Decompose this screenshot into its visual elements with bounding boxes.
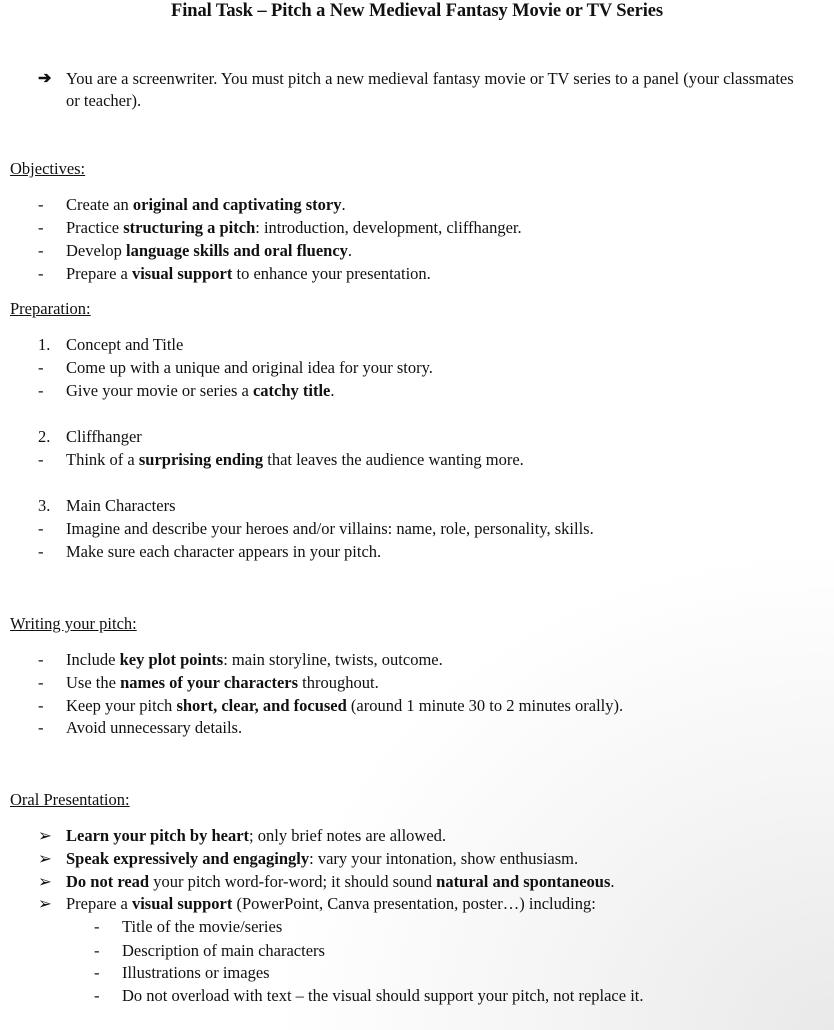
item-text: your pitch word-for-word; it should sound xyxy=(149,872,437,891)
item-text: : introduction, development, cliffhanger. xyxy=(255,218,522,237)
item-bold: original and captivating story xyxy=(132,195,342,214)
list-item xyxy=(66,240,352,262)
item-bold: visual support xyxy=(131,264,233,283)
document-title: Final Task – Pitch a New Medieval Fantasy Movie or TV Series xyxy=(171,1,663,21)
list-item xyxy=(66,825,446,847)
item-text: Include xyxy=(66,650,120,669)
arrowhead-bullet-icon: ➢ xyxy=(38,849,52,868)
dash-bullet: - xyxy=(38,519,44,538)
list-item xyxy=(66,649,443,671)
list-item xyxy=(66,893,596,915)
dash-bullet: - xyxy=(94,941,100,960)
list-item xyxy=(66,449,524,471)
dash-bullet: - xyxy=(38,241,44,260)
list-item: Avoid unnecessary details. xyxy=(66,718,243,737)
sub-list-item: Title of the movie/series xyxy=(122,917,283,936)
dash-bullet: - xyxy=(94,986,100,1005)
item-text: . xyxy=(610,872,615,891)
step-label: Main Characters xyxy=(66,496,176,515)
item-bold: surprising ending xyxy=(138,450,264,469)
item-text: Develop xyxy=(66,241,127,260)
item-bold: natural and spontaneous xyxy=(436,872,611,891)
dash-bullet: - xyxy=(38,718,44,737)
intro-paragraph xyxy=(38,68,798,112)
item-text: Give your movie or series a xyxy=(66,381,253,400)
item-bold: key plot points xyxy=(119,650,224,669)
list-item: Make sure each character appears in your pitch. xyxy=(66,542,382,561)
list-item xyxy=(66,263,431,285)
step-label: Concept and Title xyxy=(66,335,184,354)
item-text: Use the xyxy=(66,673,121,692)
item-text: Practice xyxy=(66,218,124,237)
item-text: to enhance your presentation. xyxy=(232,264,431,283)
sub-list-item: Do not overload with text – the visual should support your pitch, not replace it. xyxy=(122,986,644,1005)
item-bold: short, clear, and focused xyxy=(176,696,347,715)
dash-bullet: - xyxy=(38,264,44,283)
item-text: . xyxy=(347,241,353,260)
list-item xyxy=(66,871,615,893)
item-text: : main storyline, twists, outcome. xyxy=(223,650,443,669)
dash-bullet: - xyxy=(38,450,44,469)
item-text: Prepare a xyxy=(66,264,132,283)
item-text: throughout. xyxy=(298,673,379,692)
item-text: (around 1 minute 30 to 2 minutes orally). xyxy=(346,696,624,715)
arrowhead-bullet-icon: ➢ xyxy=(38,872,52,891)
item-text: Keep your pitch xyxy=(66,696,177,715)
step-label: Cliffhanger xyxy=(66,427,142,446)
list-item xyxy=(66,848,578,870)
item-bold: structuring a pitch xyxy=(123,218,256,237)
step-number: 2. xyxy=(38,427,51,446)
item-bold: visual support xyxy=(131,894,233,913)
item-bold: Speak expressively and engagingly xyxy=(66,849,310,868)
item-bold: catchy title xyxy=(252,381,331,400)
item-text: . xyxy=(330,381,335,400)
list-item: Come up with a unique and original idea for your story. xyxy=(66,358,433,377)
dash-bullet: - xyxy=(38,381,44,400)
intro-text: You are a screenwriter. You must pitch a new medieval fantasy movie or TV series to a panel (your classmates or teacher). xyxy=(66,69,794,110)
preparation-heading: Preparation: xyxy=(10,299,91,318)
item-text: . xyxy=(341,195,346,214)
objectives-heading: Objectives: xyxy=(10,159,86,178)
dash-bullet: - xyxy=(38,650,44,669)
list-item xyxy=(66,672,379,694)
item-bold: Do not read xyxy=(66,872,150,891)
item-bold: language skills and oral fluency xyxy=(126,241,348,260)
item-text: : vary your intonation, show enthusiasm. xyxy=(309,849,579,868)
sub-list-item: Illustrations or images xyxy=(122,963,270,982)
arrowhead-bullet-icon: ➢ xyxy=(38,826,52,845)
item-text: Prepare a xyxy=(66,894,132,913)
item-bold: names of your characters xyxy=(120,673,299,692)
list-item: Imagine and describe your heroes and/or villains: name, role, personality, skills. xyxy=(66,519,594,538)
oral-heading: Oral Presentation: xyxy=(10,790,130,809)
item-text: Think of a xyxy=(66,450,139,469)
dash-bullet: - xyxy=(38,195,44,214)
dash-bullet: - xyxy=(38,696,44,715)
item-text: (PowerPoint, Canva presentation, poster…) including: xyxy=(232,894,596,913)
item-bold: Learn your pitch by heart xyxy=(66,826,250,845)
dash-bullet: - xyxy=(94,917,100,936)
item-text: ; only brief notes are allowed. xyxy=(249,826,447,845)
list-item xyxy=(66,380,335,402)
writing-heading: Writing your pitch: xyxy=(10,614,137,633)
dash-bullet: - xyxy=(38,542,44,561)
item-text: Create an xyxy=(66,195,133,214)
dash-bullet: - xyxy=(94,963,100,982)
arrowhead-bullet-icon: ➢ xyxy=(38,894,52,913)
list-item xyxy=(66,217,522,239)
item-text: that leaves the audience wanting more. xyxy=(263,450,524,469)
dash-bullet: - xyxy=(38,218,44,237)
dash-bullet: - xyxy=(38,673,44,692)
sub-list-item: Description of main characters xyxy=(122,941,325,960)
step-number: 1. xyxy=(38,335,51,354)
dash-bullet: - xyxy=(38,358,44,377)
step-number: 3. xyxy=(38,496,51,515)
arrow-right-icon: ➔ xyxy=(38,70,52,87)
list-item xyxy=(66,695,623,717)
list-item xyxy=(66,194,346,216)
